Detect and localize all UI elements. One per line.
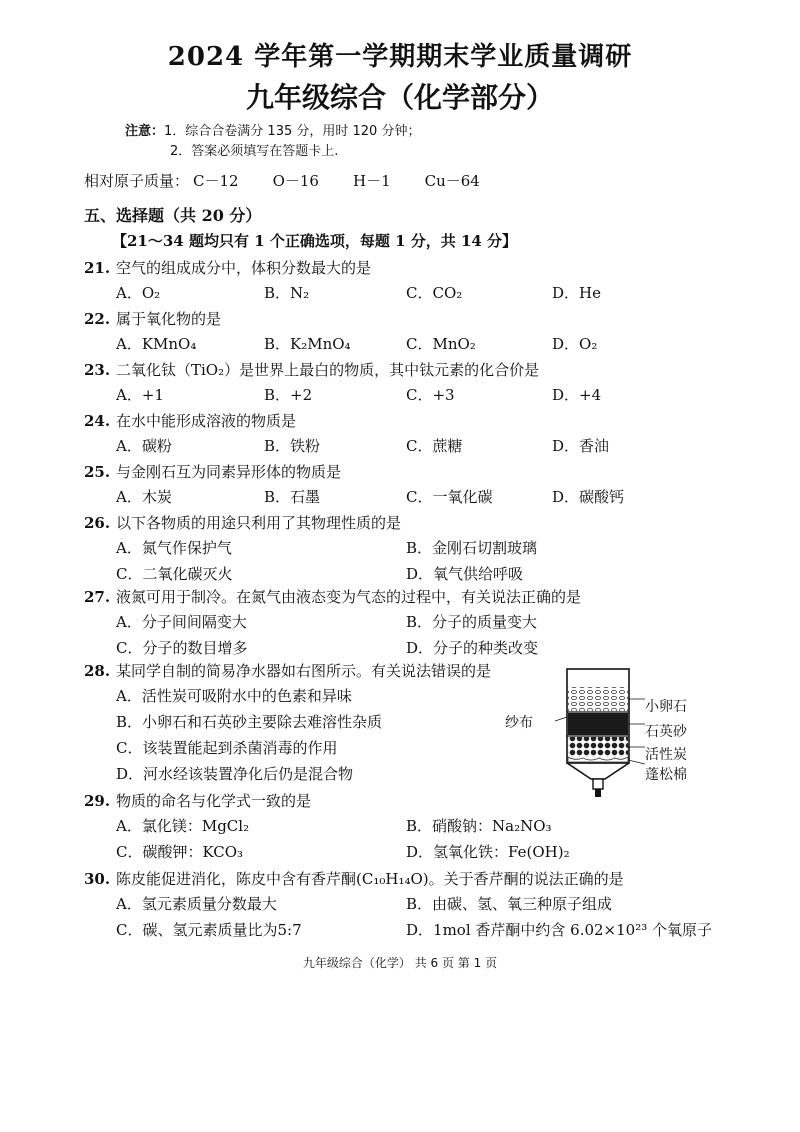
option-a: A．木炭 [116,488,172,506]
cotton-layer [568,757,628,762]
question-stem: 某同学自制的简易净水器如右图所示。有关说法错误的是 [116,662,492,680]
question-number: 22. [84,310,111,328]
option-d: D．He [552,284,601,302]
option-b: B．金刚石切割玻璃 [406,539,538,557]
option-b: B．石墨 [264,488,321,506]
option-b: B．分子的质量变大 [406,613,538,631]
atomic-masses [84,170,514,191]
question-number: 26. [84,514,111,532]
quartz-layer [568,713,628,735]
label-cotton: 蓬松棉 [645,767,687,783]
container-bottom [567,763,629,779]
option-d: D．1mol 香芹酮中约含 6.02×10²³ 个氧原子 [406,921,713,939]
option-a: A．O₂ [116,284,161,302]
question-stem: 二氧化钛（TiO₂）是世界上最白的物质，其中钛元素的化合价是 [116,361,540,379]
question-number: 28. [84,662,111,680]
page-footer: 九年级综合（化学） 共 6 页 第 1 页 [302,956,498,970]
question-stem: 属于氧化物的是 [116,310,222,328]
question-number: 30. [84,870,111,888]
atomic-mass-cu: Cu－64 [424,172,480,190]
option-c: C．+3 [406,386,455,404]
question-number: 29. [84,792,111,810]
option-c: C．CO₂ [406,284,463,302]
outlet-pipe [593,779,603,789]
label-leader-cotton [628,760,645,764]
question-number: 25. [84,463,111,481]
option-b: B．K₂MnO₄ [264,335,351,353]
question-21 [84,256,724,306]
note-line-2: 2．答案必须填写在答题卡上. [170,144,339,159]
option-d: D．河水经该装置净化后仍是混合物 [116,765,354,783]
question-30 [84,867,724,943]
option-d: D．+4 [552,386,602,404]
question-stem: 陈皮能促进消化，陈皮中含有香芹酮(C₁₀H₁₄O)。关于香芹酮的说法正确的是 [116,870,624,888]
label-carbon: 活性炭 [645,747,687,763]
atomic-mass-h: H－1 [352,172,391,190]
option-b: B．+2 [264,386,313,404]
carbon-layer [568,737,628,757]
option-a: A．碳粉 [116,437,172,455]
label-pebble: 小卵石 [645,699,687,715]
option-d: D．O₂ [552,335,598,353]
option-c: C．MnO₂ [406,335,476,353]
question-22 [84,307,724,357]
question-25 [84,460,724,510]
atomic-mass-c: C－12 [193,172,239,190]
question-23 [84,358,724,408]
option-d: D．氧气供给呼吸 [406,565,524,583]
question-number: 24. [84,412,111,430]
question-26 [84,511,724,587]
option-a: A．KMnO₄ [116,335,197,353]
option-a: A．活性炭可吸附水中的色素和异味 [116,687,352,705]
question-number: 27. [84,588,111,606]
label-leader-gauze [555,717,567,721]
exam-subtitle: 九年级综合（化学部分） [245,81,554,114]
option-a: A．氢元素质量分数最大 [116,895,277,913]
option-c: C．碳、氢元素质量比为5:7 [116,921,302,939]
water-purifier-diagram [555,665,645,800]
option-c: C．碳酸钾：KCO₃ [116,843,244,861]
pebble-layer [568,687,628,711]
option-c: C．分子的数目增多 [116,639,248,657]
option-d: D．香油 [552,437,610,455]
option-a: A．+1 [116,386,164,404]
question-29 [84,789,724,865]
question-27 [84,585,724,661]
question-number: 23. [84,361,111,379]
section-instruction: 【21～34 题均只有 1 个正确选项，每题 1 分，共 14 分】 [112,232,518,250]
option-c: C．该装置能起到杀菌消毒的作用 [116,739,338,757]
option-b: B．小卵石和石英砂主要除去难溶性杂质 [116,713,383,731]
question-stem: 与金刚石互为同素异形体的物质是 [116,463,342,481]
option-b: B．铁粉 [264,437,321,455]
atomic-mass-o: O－16 [272,172,319,190]
option-c: C．一氧化碳 [406,488,493,506]
question-stem: 液氮可用于制冷。在氮气由液态变为气态的过程中，有关说法正确的是 [116,588,582,606]
exam-title: 2024 学年第一学期期末学业质量调研 [167,42,633,72]
question-stem: 以下各物质的用途只利用了其物理性质的是 [116,514,402,532]
question-stem: 空气的组成成分中，体积分数最大的是 [116,259,372,277]
question-number: 21. [84,259,111,277]
note-line-1 [125,120,420,139]
option-a: A．氯化镁：MgCl₂ [116,817,250,835]
label-gauze: 纱布 [505,715,533,731]
option-b: B．N₂ [264,284,310,302]
option-c: C．二氧化碳灭火 [116,565,233,583]
option-b: B．由碳、氢、氧三种原子组成 [406,895,613,913]
option-d: D．碳酸钙 [552,488,625,506]
section-title: 五、选择题（共 20 分） [84,206,262,225]
atomic-mass-label: 相对原子质量： [84,172,190,190]
label-quartz: 石英砂 [645,724,687,740]
question-stem: 物质的命名与化学式一致的是 [116,792,312,810]
option-d: D．分子的种类改变 [406,639,539,657]
option-b: B．硝酸钠：Na₂NO₃ [406,817,552,835]
option-a: A．氮气作保护气 [116,539,232,557]
option-a: A．分子间间隔变大 [116,613,247,631]
note-text-1: 1．综合合卷满分 135 分，用时 120 分钟； [164,124,421,139]
option-d: D．氢氧化铁：Fe(OH)₂ [406,843,570,861]
option-c: C．蔗糖 [406,437,463,455]
note-label: 注意： [125,124,165,139]
question-24 [84,409,724,459]
question-stem: 在水中能形成溶液的物质是 [116,412,297,430]
